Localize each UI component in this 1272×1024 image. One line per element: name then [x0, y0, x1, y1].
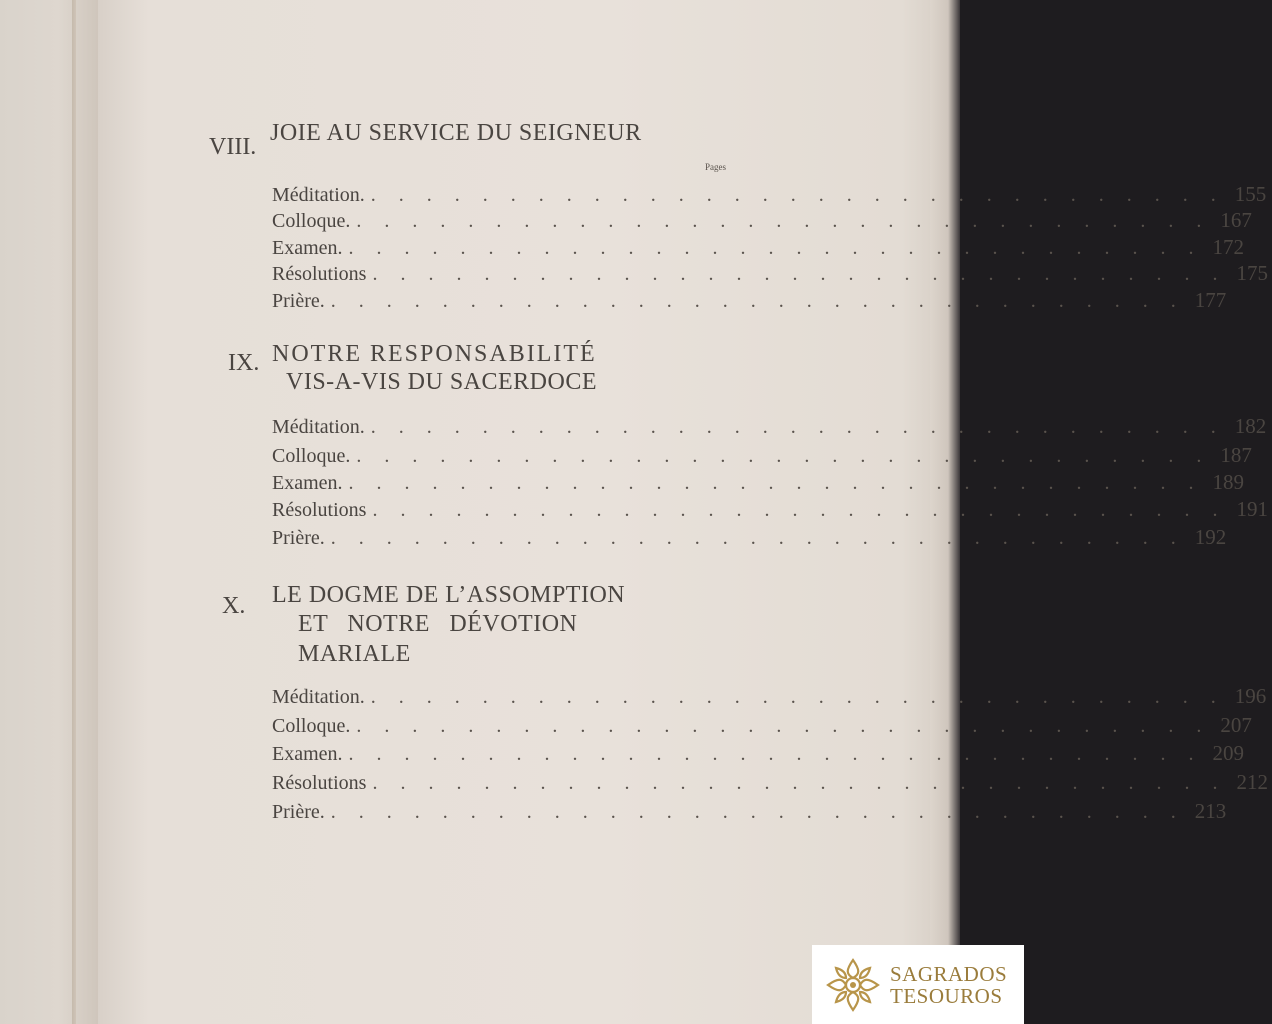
dot-leader: . . . . . . . . . . . . . . . . . . . . . . . . . . . . . . . [348, 743, 1203, 765]
entry-page: 191 [1236, 497, 1268, 521]
entry-page: 182 [1234, 414, 1267, 438]
entry-label: Méditation. [272, 416, 365, 438]
entry-label: Colloque. [272, 715, 351, 737]
section-10-title-line-1: LE DOGME DE L’ASSOMPTION [272, 582, 626, 608]
dot-leader: . . . . . . . . . . . . . . . . . . . . . . . . . . . . . . . [356, 445, 1211, 467]
watermark-line-1: SAGRADOS [890, 961, 1008, 986]
section-9-title-line-2: VIS-A-VIS DU SACERDOCE [286, 369, 598, 395]
toc-entry [272, 525, 1227, 553]
entry-label: Colloque. [272, 210, 351, 232]
toc-entry [272, 684, 1267, 712]
section-10-numeral: X. [222, 593, 246, 619]
entry-page: 167 [1220, 208, 1252, 232]
entry-label: Méditation. [272, 184, 365, 206]
section-10-title-line-3: MARIALE [298, 641, 411, 667]
entry-page: 212 [1236, 770, 1268, 794]
entry-label: Résolutions [272, 499, 367, 521]
left-page [0, 0, 98, 1024]
section-10-title-line-2: ET NOTRE DÉVOTION [298, 611, 578, 637]
dot-leader: . . . . . . . . . . . . . . . . . . . . . . . . . . . . . . . [370, 686, 1225, 708]
entry-label: Examen. [272, 237, 343, 259]
toc-entry [272, 288, 1227, 316]
toc-entry [272, 414, 1267, 442]
entry-page: 177 [1194, 288, 1227, 312]
pages-header: Pages [705, 162, 726, 172]
dot-leader: . . . . . . . . . . . . . . . . . . . . . . . . . . . . . . . [356, 210, 1211, 232]
toc-entry [272, 470, 1245, 498]
entry-page: 192 [1194, 525, 1227, 549]
entry-page: 213 [1194, 799, 1227, 823]
watermark-text [890, 963, 1007, 1007]
entry-label: Résolutions [272, 772, 367, 794]
entry-page: 155 [1234, 182, 1267, 206]
toc-entry [272, 261, 1268, 289]
dot-leader: . . . . . . . . . . . . . . . . . . . . . . . . . . . . . . . [348, 472, 1203, 494]
dot-leader: . . . . . . . . . . . . . . . . . . . . . . . . . . . . . . . [370, 416, 1225, 438]
toc-entry [272, 235, 1245, 263]
entry-label: Prière. [272, 290, 325, 312]
section-8-title: JOIE AU SERVICE DU SEIGNEUR [270, 120, 642, 146]
dot-leader: . . . . . . . . . . . . . . . . . . . . . . . . . . . . . . . [356, 715, 1211, 737]
left-page-edge [72, 0, 76, 1024]
entry-page: 207 [1220, 713, 1252, 737]
dot-leader: . . . . . . . . . . . . . . . . . . . . . . . . . . . . . . . [372, 263, 1227, 285]
section-8-numeral: VIII. [209, 134, 257, 160]
dot-leader: . . . . . . . . . . . . . . . . . . . . . . . . . . . . . . . [330, 801, 1185, 823]
section-9-numeral: IX. [228, 350, 260, 376]
watermark-logo [812, 945, 1024, 1024]
dot-leader: . . . . . . . . . . . . . . . . . . . . . . . . . . . . . . . [372, 772, 1227, 794]
entry-label: Prière. [272, 527, 325, 549]
entry-page: 187 [1220, 443, 1252, 467]
entry-page: 189 [1212, 470, 1245, 494]
entry-page: 172 [1212, 235, 1245, 259]
ornament-icon [824, 956, 882, 1014]
entry-label: Prière. [272, 801, 325, 823]
watermark-line-2: TESOUROS [890, 983, 1003, 1008]
toc-entry [272, 443, 1252, 471]
dot-leader: . . . . . . . . . . . . . . . . . . . . . . . . . . . . . . . [372, 499, 1227, 521]
entry-label: Examen. [272, 472, 343, 494]
dot-leader: . . . . . . . . . . . . . . . . . . . . . . . . . . . . . . . [348, 237, 1203, 259]
entry-page: 209 [1212, 741, 1245, 765]
entry-label: Examen. [272, 743, 343, 765]
entry-label: Colloque. [272, 445, 351, 467]
toc-entry [272, 799, 1227, 827]
toc-entry [272, 713, 1252, 741]
toc-entry [272, 208, 1252, 236]
entry-page: 196 [1234, 684, 1267, 708]
entry-label: Méditation. [272, 686, 365, 708]
section-9-title-line-1: NOTRE RESPONSABILITÉ [272, 341, 597, 367]
entry-page: 175 [1236, 261, 1268, 285]
dot-leader: . . . . . . . . . . . . . . . . . . . . . . . . . . . . . . . [330, 527, 1185, 549]
entry-label: Résolutions [272, 263, 367, 285]
toc-entry [272, 741, 1245, 769]
toc-entry [272, 497, 1268, 525]
toc-entry [272, 182, 1267, 210]
toc-entry [272, 770, 1268, 798]
dot-leader: . . . . . . . . . . . . . . . . . . . . . . . . . . . . . . . [330, 290, 1185, 312]
dot-leader: . . . . . . . . . . . . . . . . . . . . . . . . . . . . . . . [370, 184, 1225, 206]
